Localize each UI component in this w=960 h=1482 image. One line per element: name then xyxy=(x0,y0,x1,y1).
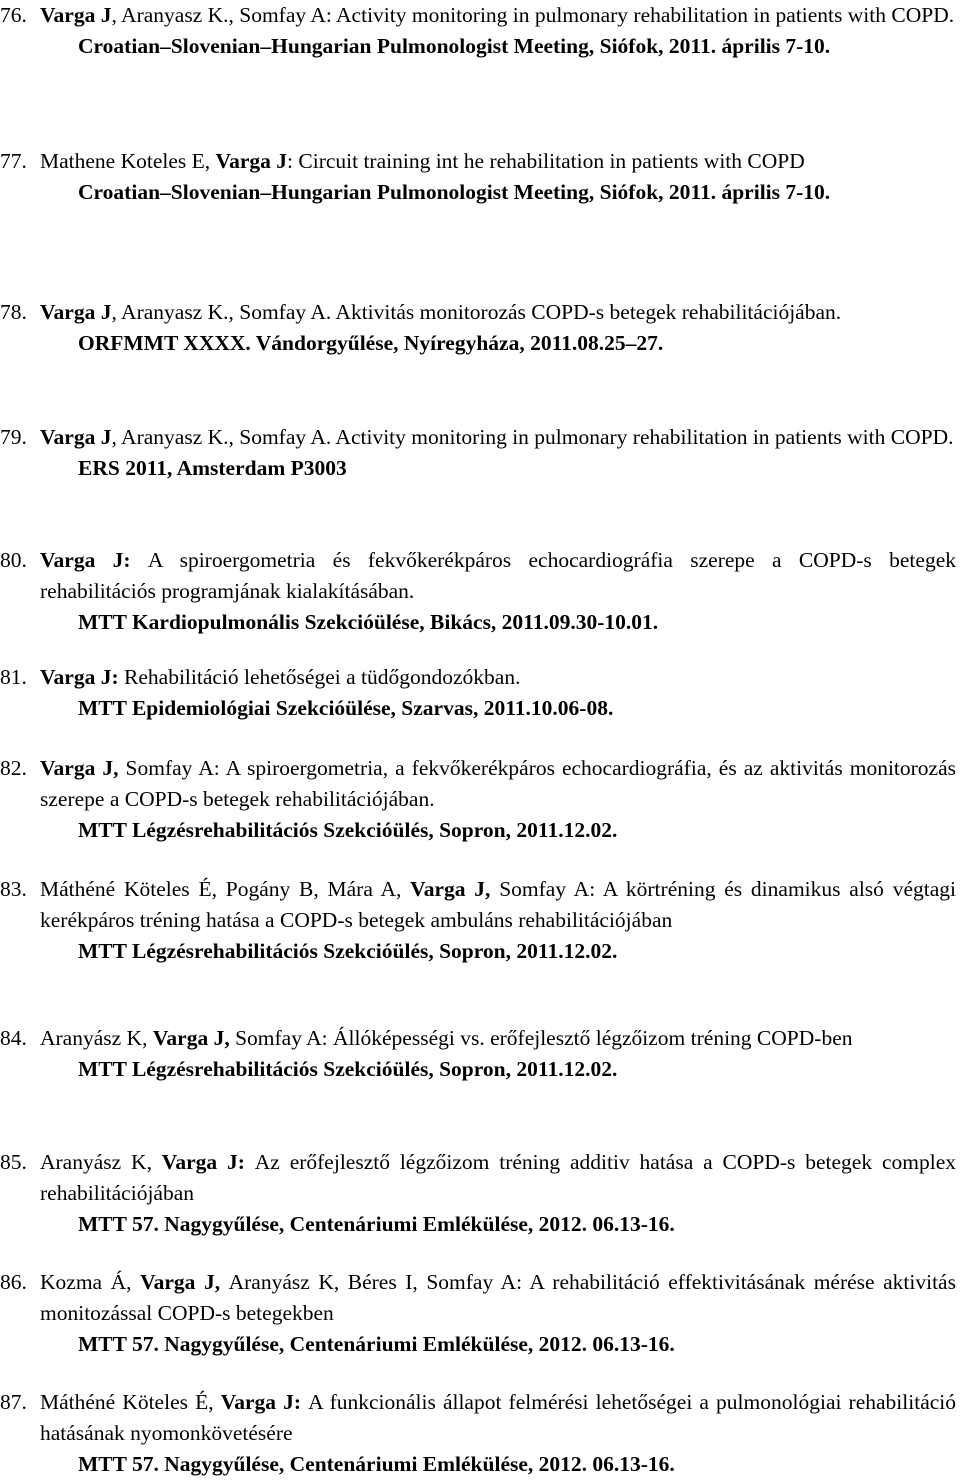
entry-citation xyxy=(40,662,956,693)
author-text: Máthéné Köteles É, xyxy=(40,1390,221,1414)
entry-venue: Croatian–Slovenian–Hungarian Pulmonologist Meeting, Siófok, 2011. április 7-10. xyxy=(78,180,831,204)
author-highlight: Varga J xyxy=(40,3,112,27)
entry-number: 81. xyxy=(0,665,27,689)
entry-venue: MTT 57. Nagygyűlése, Centenáriumi Emlékülése, 2012. 06.13-16. xyxy=(78,1452,675,1476)
entry-title: Activity monitoring in pulmonary rehabilitation in patients with COPD. xyxy=(336,3,955,27)
entry-title: A körtréning és dinamikus alsó végtagi kerékpáros tréning hatása a COPD-s betegek ambuláns rehabilitációjában xyxy=(40,877,956,932)
publication-entry xyxy=(0,874,956,967)
entry-number: 84. xyxy=(0,1026,27,1050)
publication-entry xyxy=(0,297,956,359)
entry-citation xyxy=(40,874,956,936)
entry-title: Activity monitoring in pulmonary rehabilitation in patients with COPD. xyxy=(335,425,954,449)
entry-citation xyxy=(40,1267,956,1329)
author-highlight: Varga J: xyxy=(220,1390,309,1414)
entry-number: 77. xyxy=(0,149,27,173)
author-highlight: Varga J xyxy=(40,300,112,324)
entry-number: 78. xyxy=(0,300,27,324)
publication-entry xyxy=(0,753,956,846)
author-text: Aranyász K, xyxy=(40,1150,162,1174)
entry-number: 82. xyxy=(0,756,27,780)
entry-citation xyxy=(40,146,956,177)
entry-venue: MTT Légzésrehabilitációs Szekcióülés, Sopron, 2011.12.02. xyxy=(78,818,618,842)
author-text: , Aranyasz K., Somfay A. xyxy=(111,300,336,324)
author-highlight: Varga J, xyxy=(152,1026,236,1050)
entry-number: 86. xyxy=(0,1270,27,1294)
publication-entry xyxy=(0,1387,956,1480)
entry-title: Rehabilitáció lehetőségei a tüdőgondozókban. xyxy=(124,665,521,689)
entry-venue: MTT 57. Nagygyűlése, Centenáriumi Emlékülése, 2012. 06.13-16. xyxy=(78,1332,675,1356)
author-highlight: Varga J: xyxy=(40,665,125,689)
entry-title: Aktivitás monitorozás COPD-s betegek rehabilitációjában. xyxy=(335,300,842,324)
publication-entry xyxy=(0,1023,956,1085)
publication-entry xyxy=(0,1147,956,1240)
author-text: Aranyász K, Béres I, Somfay A: xyxy=(228,1270,530,1294)
author-text: , Aranyasz K., Somfay A. xyxy=(111,425,336,449)
author-highlight: Varga J: xyxy=(40,548,148,572)
entry-citation xyxy=(40,297,956,328)
author-highlight: Varga J: xyxy=(161,1150,255,1174)
entry-citation xyxy=(40,1147,956,1209)
entry-citation xyxy=(40,422,956,453)
entry-title: Állóképességi vs. erőfejlesztő légzőizom tréning COPD-ben xyxy=(333,1026,853,1050)
entry-venue: ORFMMT XXXX. Vándorgyűlése, Nyíregyháza, 2011.08.25–27. xyxy=(78,331,664,355)
entry-citation xyxy=(40,0,956,31)
entry-title: Az erőfejlesztő légzőizom tréning additiv hatása a COPD-s betegek complex rehabilitációjában xyxy=(40,1150,956,1205)
entry-venue: MTT Légzésrehabilitációs Szekcióülés, Sopron, 2011.12.02. xyxy=(78,939,618,963)
author-highlight: Varga J, xyxy=(40,756,126,780)
author-highlight: Varga J, xyxy=(140,1270,229,1294)
publication-entry xyxy=(0,1267,956,1360)
entry-venue: ERS 2011, Amsterdam P3003 xyxy=(78,456,347,480)
entry-title: Circuit training int he rehabilitation in patients with COPD xyxy=(298,149,805,173)
entry-venue: MTT 57. Nagygyűlése, Centenáriumi Emlékülése, 2012. 06.13-16. xyxy=(78,1212,675,1236)
entry-citation xyxy=(40,1023,956,1054)
entry-venue: MTT Epidemiológiai Szekcióülése, Szarvas, 2011.10.06-08. xyxy=(78,696,614,720)
entry-venue: Croatian–Slovenian–Hungarian Pulmonologist Meeting, Siófok, 2011. április 7-10. xyxy=(78,34,831,58)
entry-title: A spiroergometria és fekvőkerékpáros echocardiográfia szerepe a COPD-s betegek rehabilitációs programjának kialakításában. xyxy=(40,548,956,603)
entry-number: 80. xyxy=(0,548,27,572)
entry-title: A rehabilitáció effektivitásának mérése aktivitás monitozással COPD-s betegekben xyxy=(40,1270,956,1325)
entry-venue: MTT Kardiopulmonális Szekcióülése, Bikács, 2011.09.30-10.01. xyxy=(78,610,659,634)
author-text: Aranyász K, xyxy=(40,1026,153,1050)
entry-number: 87. xyxy=(0,1390,27,1414)
entry-number: 76. xyxy=(0,3,27,27)
author-text: Kozma Á, xyxy=(40,1270,141,1294)
entry-title: A funkcionális állapot felmérési lehetőségei a pulmonológiai rehabilitáció hatásának nyomonkövetésére xyxy=(40,1390,956,1445)
author-text: Máthéné Köteles É, Pogány B, Mára A, xyxy=(40,877,411,901)
entry-title: A spiroergometria, a fekvőkerékpáros echocardiográfia, és az aktivitás monitorozás szerepe a COPD-s betegek rehabilitációjában. xyxy=(40,756,957,811)
author-text: Mathene Koteles E, xyxy=(40,149,216,173)
author-highlight: Varga J xyxy=(40,425,112,449)
author-highlight: Varga J xyxy=(215,149,288,173)
publication-entry xyxy=(0,422,956,484)
author-text: , Aranyasz K., Somfay A: xyxy=(111,3,337,27)
entry-citation xyxy=(40,1387,956,1449)
publication-entry xyxy=(0,0,956,62)
entry-number: 79. xyxy=(0,425,27,449)
publication-entry xyxy=(0,545,956,638)
author-text: : xyxy=(287,149,299,173)
author-text: Somfay A: xyxy=(235,1026,334,1050)
entry-venue: MTT Légzésrehabilitációs Szekcióülés, Sopron, 2011.12.02. xyxy=(78,1057,618,1081)
author-text: Somfay A: xyxy=(499,877,603,901)
publication-entry xyxy=(0,146,956,208)
publication-entry xyxy=(0,662,956,724)
entry-number: 85. xyxy=(0,1150,27,1174)
author-highlight: Varga J, xyxy=(410,877,500,901)
entry-number: 83. xyxy=(0,877,27,901)
author-text: Somfay A: xyxy=(125,756,226,780)
entry-citation xyxy=(40,545,956,607)
entry-citation xyxy=(40,753,956,815)
